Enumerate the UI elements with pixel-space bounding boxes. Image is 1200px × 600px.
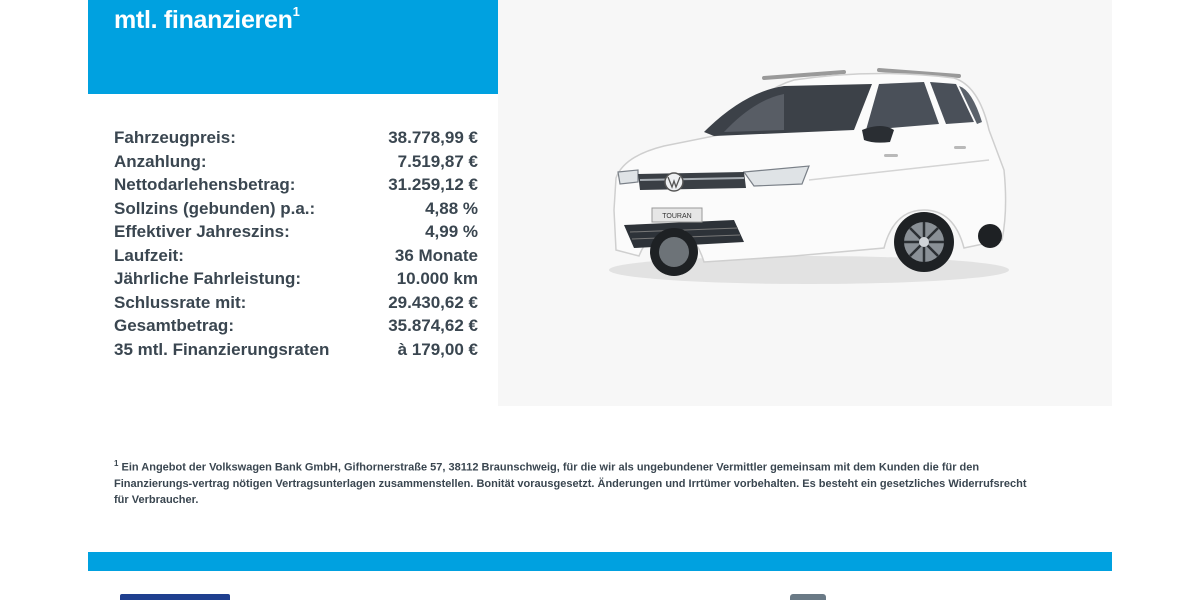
car-image-panel xyxy=(498,0,1112,406)
rate-value: 4,99 % xyxy=(425,222,478,241)
rate-value: 7.519,87 € xyxy=(397,151,478,171)
header-title xyxy=(114,3,300,35)
financing-details xyxy=(114,128,478,363)
rate-value: à 179,00 € xyxy=(397,339,478,359)
footnote-marker: 1 xyxy=(114,459,119,468)
bottom-logo-fragment xyxy=(120,590,250,600)
rate-value: 36 Monate xyxy=(394,245,478,265)
rate-row xyxy=(114,316,478,340)
rate-row xyxy=(114,199,478,223)
rate-row xyxy=(114,269,478,293)
rate-value: 35.874,62 € xyxy=(388,316,478,335)
rate-label: Effektiver Jahreszins: xyxy=(114,222,290,241)
rate-label: 35 mtl. Finanzierungsraten xyxy=(114,339,330,359)
bottom-text-fragment xyxy=(790,594,826,600)
rate-label: Nettodarlehensbetrag: xyxy=(114,175,296,194)
footnote-text: Ein Angebot der Volkswagen Bank GmbH, Gifhornerstraße 57, 38112 Braunschweig, für die wir als ungebundener Vermittler gemeinsam mit dem Kunden die für den Finanzierungs-vertrag nötigen Vertragsunterlagen zusammenstellen. Bonität vorausgesetzt. Änderungen und Irrtümer vorbehalten. Es besteht ein gesetzliches Widerrufsrecht für Verbraucher. xyxy=(114,461,1027,506)
rate-label: Laufzeit: xyxy=(114,245,184,265)
rate-row xyxy=(114,128,478,152)
rate-value: 4,88 % xyxy=(425,198,478,218)
header-banner xyxy=(88,0,498,94)
rate-row xyxy=(114,340,478,364)
car-image xyxy=(594,60,1014,290)
plate-text: TOURAN xyxy=(662,213,692,220)
rate-label: Sollzins (gebunden) p.a.: xyxy=(114,198,316,218)
rate-value: 10.000 km xyxy=(396,269,478,288)
rate-row xyxy=(114,152,478,176)
rate-label: Gesamtbetrag: xyxy=(114,316,234,335)
rate-row xyxy=(114,246,478,270)
rate-label: Anzahlung: xyxy=(114,151,207,171)
rate-value: 29.430,62 € xyxy=(388,292,478,312)
header-title-text: mtl. finanzieren xyxy=(114,6,293,34)
rate-label: Schlussrate mit: xyxy=(114,292,247,312)
rate-label: Jährliche Fahrleistung: xyxy=(114,269,302,288)
rate-value: 38.778,99 € xyxy=(388,128,478,147)
rate-row xyxy=(114,222,478,246)
bottom-accent-bar xyxy=(88,552,1112,571)
footnote-marker: 1 xyxy=(292,3,300,19)
legal-footnote xyxy=(114,456,1044,508)
rate-value: 31.259,12 € xyxy=(388,175,478,194)
rate-row xyxy=(114,293,478,317)
rate-row xyxy=(114,175,478,199)
rate-label: Fahrzeugpreis: xyxy=(114,128,236,147)
